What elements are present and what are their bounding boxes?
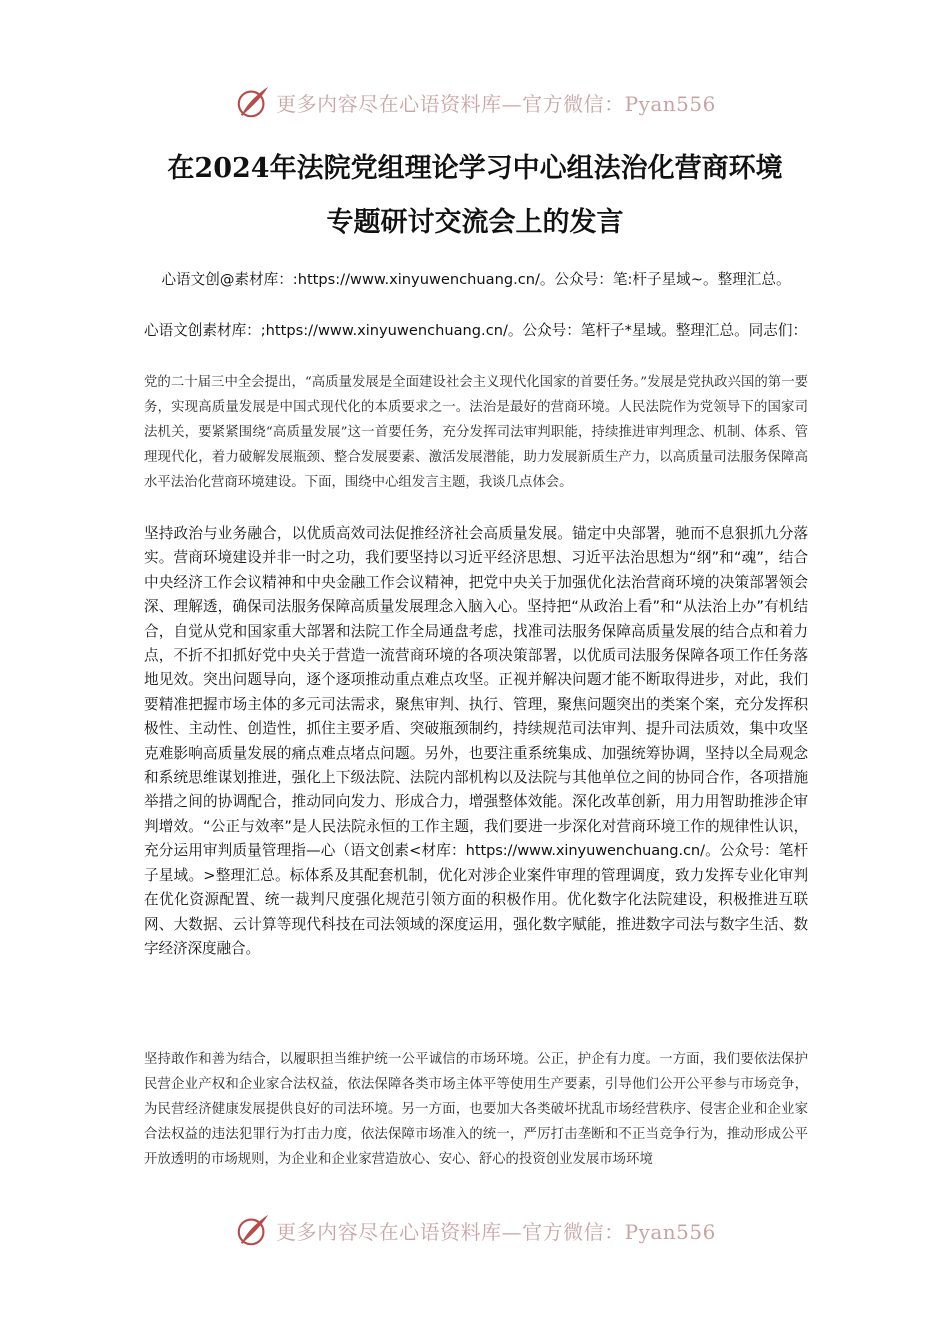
document-body [144,268,808,1197]
quill-pen-logo-icon [234,1211,272,1249]
title-line-2: 专题研讨交流会上的发言 [326,207,624,238]
source-note-2: 心语文创素材库：;https://www.xinyuwenchuang.cn/。公众号：笔杆子*星域。整理汇总。同志们： [144,322,808,339]
quill-pen-logo-icon [234,83,272,121]
source-note-1: 心语文创@素材库：:https://www.xinyuwenchuang.cn/。公众号：笔:杆子星域~。整理汇总。 [161,271,791,288]
paragraph-2: 坚持政治与业务融合，以优质高效司法促推经济社会高质量发展。锚定中央部署，驰而不息狠抓九分落实。营商环境建设并非一时之功，我们要坚持以习近平经济思想、习近平法治思想为“纲”和“魂”，结合中央经济工作会议精神和中央金融工作会议精神，把党中央关于加强优化法治营商环境的决策部署领会深、理解透，确保司法服务保障高质量发展理念入脑入心。坚持把“从政治上看”和“从法治上办”有机结合，自觉从党和国家重大部署和法院工作全局通盘考虑，找准司法服务保障高质量发展的结合点和着力点，不折不扣抓好党中央关于营造一流营商环境的各项决策部署，以优质司法服务保障各项工作任务落地见效。突出问题导向，逐个逐项推动重点难点攻坚。正视并解决问题才能不断取得进步，对此，我们要精准把握市场主体的多元司法需求，聚焦审判、执行、管理，聚焦问题突出的类案个案，充分发挥积极性、主动性、创造性，抓住主要矛盾、突破瓶颈制约，持续规范司法审判、提升司法质效，集中攻坚克难影响高质量发展的痛点难点堵点问题。另外，也要注重系统集成、加强统筹协调，坚持以全局观念和系统思维谋划推进，强化上下级法院、法院内部机构以及法院与其他单位之间的协同合作，各项措施举措之间的协调配合，推动同向发力、形成合力，增强整体效能。深化改革创新，用力用智助推涉企审判增效。“公正与效率”是人民法院永恒的工作主题，我们要进一步深化对营商环境工作的规律性认识，充分运用审判质量管理指—心（语文创素<材库：https://www.xinyuwenchuang.cn/。公众号：笔杆子星域。>整理汇总。标体系及其配套机制，优化对涉企业案件审理的管理调度，致力发挥专业化审判在优化资源配置、统一裁判尺度强化规范引领方面的积极作用。优化数字化法院建设，积极推进互联网、大数据、云计算等现代科技在司法领域的深度运用，强化数字赋能，推进数字司法与数字生活、数字经济深度融合。 [144,525,808,957]
title-line-1: 在2024年法院党组理论学习中心组法治化营商环境 [167,153,783,184]
paragraph-3: 坚持敢作和善为结合，以履职担当维护统一公平诚信的市场环境。公正，护企有力度。一方面，我们要依法保护民营企业产权和企业家合法权益，依法保障各类市场主体平等使用生产要素，引导他们公开公平参与市场竞争，为民营经济健康发展提供良好的司法环境。另一方面，也要加大各类破坏扰乱市场经营秩序、侵害企业和企业家合法权益的违法犯罪行为打击力度，依法保障市场准入的统一，严厉打击垄断和不正当竞争行为，推动形成公平开放透明的市场规则，为企业和企业家营造放心、安心、舒心的投资创业发展市场环境 [144,1052,808,1167]
document-title [100,142,850,250]
banner-text: 更多内容尽在心语资料库—官方微信：Pyan556 [276,91,716,116]
paragraph-1: 党的二十届三中全会提出，“高质量发展是全面建设社会主义现代化国家的首要任务。”发展是党执政兴国的第一要务，实现高质量发展是中国式现代化的本质要求之一。法治是最好的营商环境。人民法院作为党领导下的国家司法机关，要紧紧围绕“高质量发展”这一首要任务，充分发挥司法审判职能，持续推进审判理念、机制、体系、管理现代化，着力破解发展瓶颈、整合发展要素、激活发展潜能，助力发展新质生产力，以高质量司法服务保障高水平法治化营商环境建设。下面，围绕中心组发言主题，我谈几点体会。 [144,375,808,490]
header-banner [0,82,950,122]
banner-text: 更多内容尽在心语资料库—官方微信：Pyan556 [276,1219,716,1244]
footer-banner [0,1210,950,1250]
